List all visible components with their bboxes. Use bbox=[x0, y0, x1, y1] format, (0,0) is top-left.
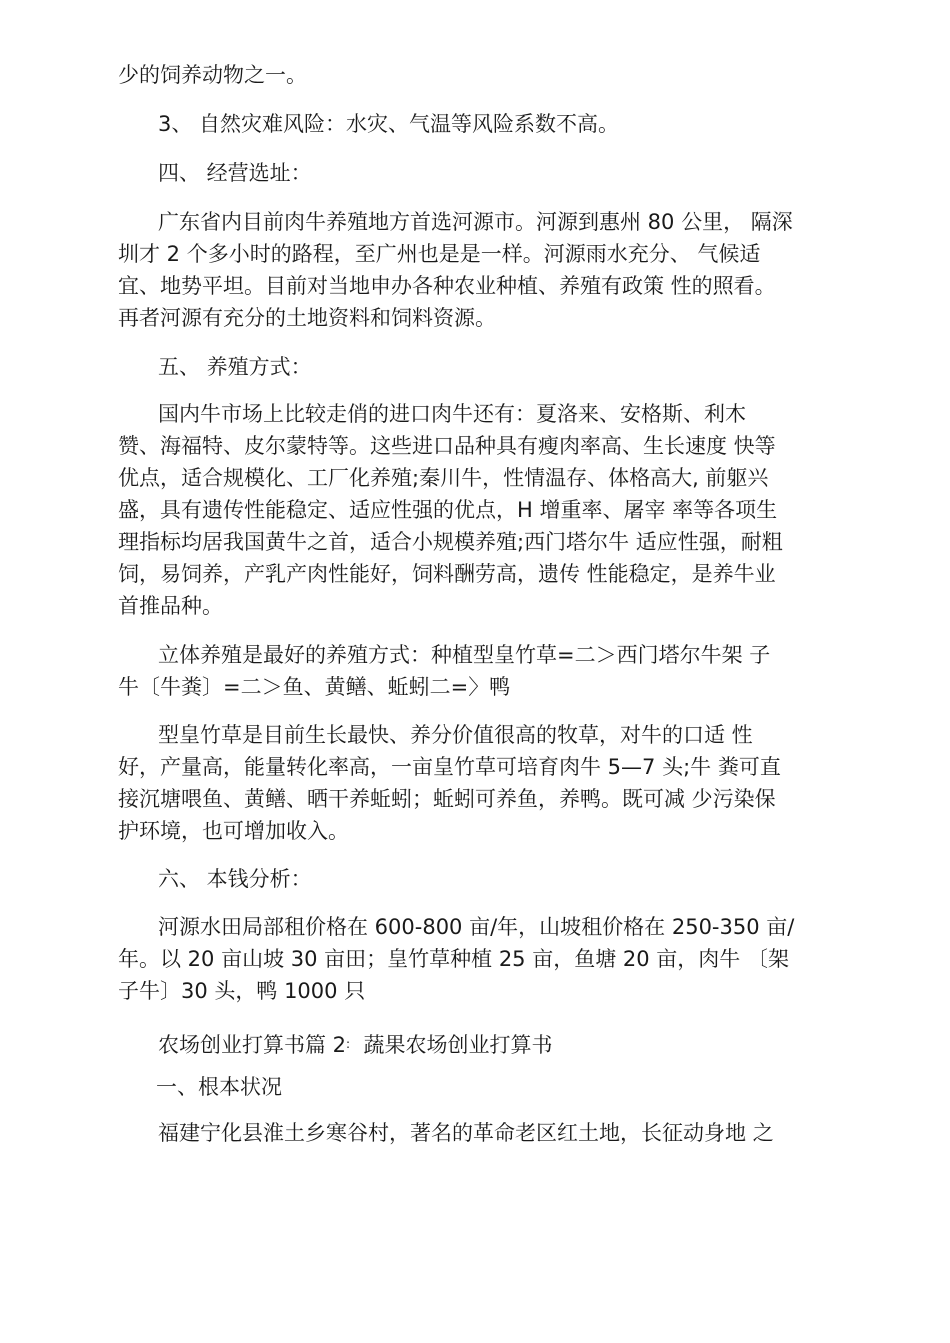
paragraph-grass: 型皇竹草是目前生长最快、养分价值很高的牧草，对牛的口适 性 好，产量高，能量转化率高，一亩皇竹草可培育肉牛 5—7 头;牛 粪可直 接沉塘喂鱼、黄鳝、晒干养蚯蚓；蚯蚓可养鱼，养鸭。既可减 少污染保 护环境，也可增加收入。 bbox=[118, 723, 781, 843]
section-heading-cost-analysis: 六、 本钱分析： bbox=[158, 867, 312, 891]
paragraph-breeds: 国内牛市场上比较走俏的进口肉牛还有：夏洛来、安格斯、利木 赞、海福特、皮尔蒙特等。这些进口品种具有瘦肉率高、生长速度 快等 优点，适合规模化、工厂化养殖;秦川牛，性情温存、体格高大, 前躯兴 盛，具有遗传性能稳定、适应性强的优点，H 增重率、屠宰 率等各项生 理指标均居我国黄牛之首，适合小规模养殖;西门塔尔牛 适应性强，耐粗 饲，易饲养，产乳产肉性能好，饲料酬劳高，遗传 性能稳定，是养牛业 首推品种。 bbox=[118, 402, 783, 618]
paragraph-site-selection: 广东省内目前肉牛养殖地方首选河源市。河源到惠州 80 公里， 隔深 圳才 2 个多小时的路程，至广州也是是一样。河源雨水充分、 气候适 宜、地势平坦。目前对当地申办各种农业种植、养殖有政策 性的照看。 再者河源有充分的土地资料和饲料资源。 bbox=[118, 210, 793, 330]
paragraph-cost: 河源水田局部租价格在 600-800 亩/年，山坡租价格在 250-350 亩/ 年。以 20 亩山坡 30 亩田；皇竹草种植 25 亩，鱼塘 20 亩，肉牛 〔架 子牛〕30 头，鸭 1000 只 bbox=[118, 915, 795, 1003]
article-title-2: 农场创业打算书篇 2: 蔬果农场创业打算书 bbox=[158, 1033, 553, 1057]
section-heading-basic-situation: 一、根本状况 bbox=[156, 1075, 282, 1099]
paragraph-location: 福建宁化县淮土乡寒谷村，著名的革命老区红土地，长征动身地 之 bbox=[158, 1121, 774, 1145]
paragraph-integrated-farming: 立体养殖是最好的养殖方式：种植型皇竹草=二＞西门塔尔牛架 子 牛〔牛粪〕=二＞鱼、黄鳝、蚯蚓二=〉鸭 bbox=[118, 643, 771, 699]
section-heading-breeding-method: 五、 养殖方式： bbox=[158, 355, 312, 379]
section-heading-site-selection: 四、 经营选址： bbox=[158, 161, 312, 185]
paragraph-continuation: 少的饲养动物之一。 bbox=[118, 63, 307, 87]
list-item-natural-disaster-risk: 3、 自然灾难风险：水灾、气温等风险系数不高。 bbox=[158, 112, 620, 136]
